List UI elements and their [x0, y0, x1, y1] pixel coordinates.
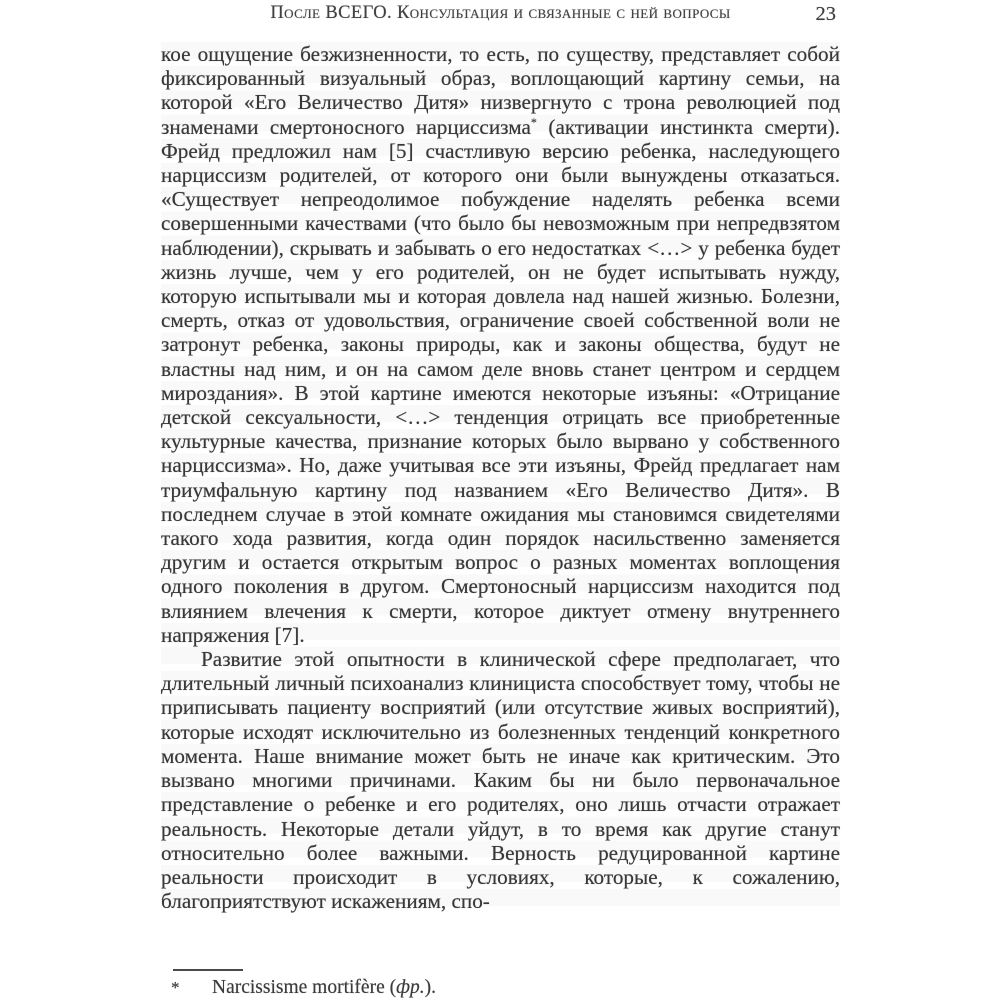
footnote-area	[171, 969, 831, 999]
footnote-text	[212, 977, 436, 999]
page-header	[161, 3, 840, 29]
footnote-text-foreign: Narcissisme mortifère (	[212, 977, 397, 998]
page-number: 23	[815, 3, 836, 25]
body-text	[161, 42, 840, 913]
paragraph-text-after-footnote-marker: (активации инстинкта смерти). Фрейд предложил нам [5] счастливую версию ребенка, наследующего нарциссизм родителей, от которого они были вынуждены отказаться. «Существует непреодолимое побуждение наделять ребенка всеми совершенными качествами (что было бы невозможным при непредвзятом наблюдении), скрывать и забывать о его недостатках <…> у ребенка будет жизнь лучше, чем у его родителей, он не будет испытывать нужду, которую испытывали мы и которая довлела над нашей жизнью. Болезни, смерть, отказ от удовольствия, ограничение своей собственной воли не затронут ребенка, законы природы, как и законы общества, будут не властны над ним, и он на самом деле вновь станет центром и сердцем мироздания». В этой картине имеются некоторые изъяны: «Отрицание детской сексуальности, <…> тенденция отрицать все приобретенные культурные качества, признание которых было вырвано у собственного нарциссизма». Но, даже учитывая все эти изъяны, Фрейд предлагает нам триумфальную картину под названием «Его Величество Дитя». В последнем случае в этой комнате ожидания мы становимся свидетелями такого хода развития, когда один порядок насильственно заменяется другим и остается открытым вопрос о разных моментах воплощения одного поколения в другом. Смертоносный нарциссизм находится под влиянием влечения к смерти, которое диктует отмену внутреннего напряжения [7].	[161, 114, 840, 647]
footnote-text-end: ).	[424, 977, 436, 998]
paragraph-text-before-footnote-marker: кое ощущение безжизненности, то есть, по существу, представляет собой фиксированный визуальный образ, воплощающий картину семьи, на которой «Его Величество Дитя» низвергнуто с трона революцией под знаменами смертоносного нарциссизма	[161, 42, 840, 139]
footnote	[171, 977, 831, 999]
footnote-language-label: фр.	[396, 977, 425, 998]
footnote-separator-rule	[173, 969, 243, 971]
paragraph: Развитие этой опытности в клинической сфере предполагает, что длительный личный психоанализ клинициста способствует тому, чтобы не приписывать пациенту восприятий (или отсутствие живых восприятий), которые исходят исключительно из болезненных тенденций конкретного момента. Наше внимание может быть не иначе как критическим. Это вызвано многими причинами. Каким бы ни было первоначальное представление о ребенке и его родителях, оно лишь отчасти отражает реальность. Некоторые детали уйдут, в то время как другие станут относительно более важными. Верность редуцированной картине реальности происходит в условиях, которые, к сожалению, благоприятствуют искажениям, спо-	[161, 647, 840, 914]
running-head-title: После ВСЕГО. Консультация и связанные с ней вопросы	[270, 3, 731, 23]
footnote-marker: *	[171, 978, 180, 997]
paragraph-continuation	[161, 42, 840, 647]
footnote-reference-asterisk: *	[530, 114, 537, 129]
